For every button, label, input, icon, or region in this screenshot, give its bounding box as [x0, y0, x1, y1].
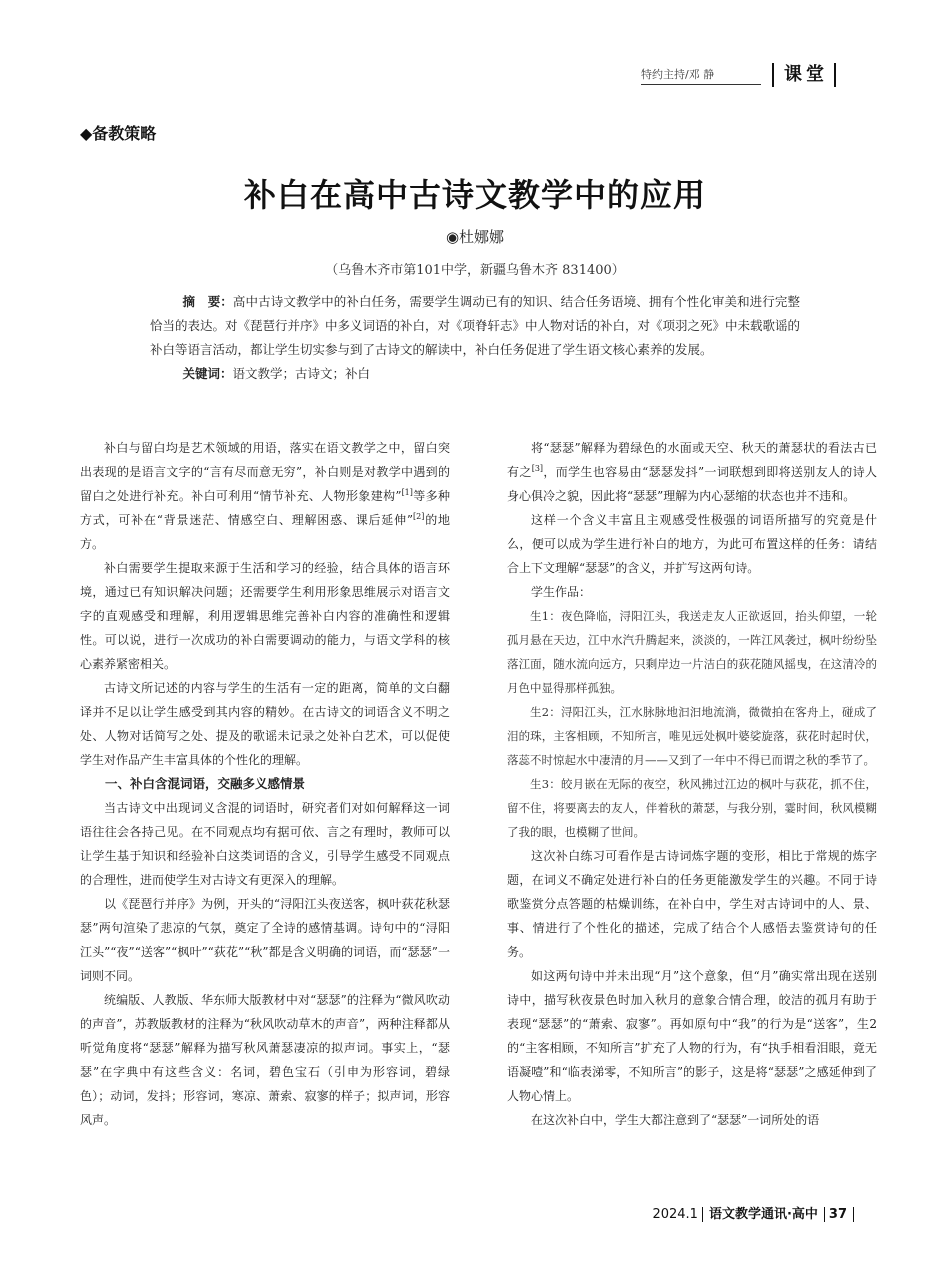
paragraph-text: 补白与留白均是艺术领域的用语，落实在语文教学之中，留白突出表现的是语言文字的“言有尽而意无穷”，补白则是对教学中遇到的留白之处进行补充。补白可利用“情节补充、人物形象建构”	[80, 441, 450, 503]
paragraph-text: 将“瑟瑟”解释为碧绿色的水面或天空、秋天的萧瑟状的看法古已有之	[507, 441, 877, 479]
body-paragraph	[80, 436, 450, 556]
journal-name: 语文教学通讯·高中	[702, 1207, 825, 1222]
keywords-paragraph	[150, 362, 800, 386]
keywords-text: 语文教学；古诗文；补白	[232, 366, 371, 381]
body-paragraph: 在这次补白中，学生大都注意到了“瑟瑟”一词所处的语	[531, 1113, 820, 1127]
body-paragraph	[507, 436, 877, 508]
abstract-block	[150, 290, 800, 386]
section-tag: ◆备教策略	[80, 124, 157, 143]
section-heading: 一、补白含混词语，交融多义感情景	[105, 776, 306, 791]
body-paragraph: 如这两句诗中并未出现“月”这个意象，但“月”确实常出现在送别诗中，描写秋夜景色时加入秋月的意象合情合理，皎洁的孤月有助于表现“瑟瑟”的“萧索、寂寥”。再如原句中“我”的行为是“送客”，生2的“主客相顾，不知所言”扩充了人物的行为，有“执手相看泪眼，竟无语凝噎”和“临表涕零，不知所言”的影子，这是将“瑟瑟”之感延伸到了人物心情上。	[507, 969, 877, 1103]
citation-ref: [3]	[531, 464, 544, 473]
issue-number: 2024.1	[652, 1207, 698, 1222]
citation-ref: [1]	[401, 488, 413, 497]
body-paragraph: 统编版、人教版、华东师大版教材中对“瑟瑟”的注释为“微风吹动的声音”，苏教版教材的注释为“秋风吹动草木的声音”，两种注释都从听觉角度将“瑟瑟”解释为描写秋风萧瑟凄凉的拟声词。事实上，“瑟瑟”在字典中有这些含义：名词，碧色宝石（引申为形容词，碧绿色）；动词，发抖；形容词，寒凉、萧索、寂寥的样子；拟声词，形容风声。	[80, 993, 450, 1127]
body-paragraph: 这样一个含义丰富且主观感受性极强的词语所描写的究竟是什么，便可以成为学生进行补白的地方，为此可布置这样的任务：请结合上下文理解“瑟瑟”的含义，并扩写这两句诗。	[507, 513, 877, 575]
body-paragraph: 补白需要学生提取来源于生活和学习的经验，结合具体的语言环境，通过已有知识解决问题；还需要学生利用形象思维展示对语言文字的直观感受和理解，利用逻辑思维完善补白内容的准确性和逻辑性。可以说，进行一次成功的补白需要调动的能力，与语文学科的核心素养紧密相关。	[80, 561, 450, 671]
article-title: 补白在高中古诗文教学中的应用	[243, 176, 706, 214]
column-section-label: 课堂	[772, 63, 836, 87]
paragraph-text: 的地方。	[80, 513, 450, 551]
body-column-left	[80, 436, 450, 1132]
paragraph-text: ，而学生也容易由“瑟瑟发抖”一词联想到即将送别友人的诗人身心俱冷之貌，因此将“瑟瑟”理解为内心瑟缩的状态也并不违和。	[507, 465, 877, 503]
page-footer	[652, 1203, 854, 1222]
student-work-3: 生3：皎月嵌在无际的夜空，秋风拂过江边的枫叶与荻花，抓不住，留不住，将要离去的友人，伴着秋的萧瑟，与我分别，霎时间，秋风模糊了我的眼，也模糊了世间。	[507, 777, 877, 839]
student-work-1: 生1：夜色降临，浔阳江头，我送走友人正欲返回，抬头仰望，一轮孤月悬在天边，江中水汽升腾起来，淡淡的，一阵江风袭过，枫叶纷纷坠落江面，随水流向远方，只剩岸边一片洁白的荻花随风摇曳，在这清冷的月色中显得那样孤独。	[507, 609, 877, 695]
body-paragraph: 以《琵琶行并序》为例，开头的“浔阳江头夜送客，枫叶荻花秋瑟瑟”两句渲染了悲凉的气氛，奠定了全诗的感情基调。诗句中的“浔阳江头”“夜”“送客”“枫叶”“荻花”“秋”都是含义明确的词语，而“瑟瑟”一词则不同。	[80, 897, 450, 983]
paragraph-text: 等多种方式，可补在“背景迷茫、情感空白、理解困惑、课后延伸”	[80, 489, 450, 527]
page-number: 37	[829, 1207, 854, 1222]
keywords-label: 关键词：	[182, 366, 233, 381]
abstract-label: 摘 要：	[182, 294, 233, 309]
citation-ref: [2]	[413, 512, 425, 521]
body-paragraph: 古诗文所记述的内容与学生的生活有一定的距离，简单的文白翻译并不足以让学生感受到其内容的精妙。在古诗文的词语含义不明之处、人物对话简写之处、提及的歌谣未记录之处补白艺术，可以促使学生对作品产生丰富具体的个性化的理解。	[80, 681, 450, 767]
author-affiliation: （乌鲁木齐市第101中学，新疆乌鲁木齐 831400）	[325, 263, 625, 278]
guest-host-credit: 特约主持/邓 静	[641, 66, 761, 85]
author-name: ◉杜娜娜	[445, 228, 505, 246]
abstract-paragraph	[150, 290, 800, 362]
body-column-right	[507, 436, 877, 1132]
body-paragraph: 这次补白练习可看作是古诗词炼字题的变形，相比于常规的炼字题，在词义不确定处进行补白的任务更能激发学生的兴趣。不同于诗歌鉴赏分点答题的枯燥训练，在补白中，学生对古诗词中的人、景、事、情进行了个性化的描述，完成了结合个人感悟去鉴赏诗句的任务。	[507, 849, 877, 959]
abstract-text: 高中古诗文教学中的补白任务，需要学生调动已有的知识、结合任务语境、拥有个性化审美和进行完整恰当的表达。对《琵琶行并序》中多义词语的补白，对《项脊轩志》中人物对话的补白，对《项羽之死》中未载歌谣的补白等语言活动，都让学生切实参与到了古诗文的解读中，补白任务促进了学生语文核心素养的发展。	[150, 294, 801, 357]
student-work-2: 生2：浔阳江头，江水脉脉地汩汩地流淌，微微拍在客舟上，碰成了泪的珠，主客相顾，不知所言，唯见远处枫叶婆娑旋落，荻花时起时伏，落蕊不时惊起水中凄清的月——又到了一年中不得已而谓之秋的季节了。	[507, 705, 877, 767]
body-paragraph: 当古诗文中出现词义含混的词语时，研究者们对如何解释这一词语往往会各持己见。在不同观点均有据可依、言之有理时，教师可以让学生基于知识和经验补白这类词语的含义，引导学生感受不同观点的合理性，进而使学生对古诗文有更深入的理解。	[80, 801, 450, 887]
body-paragraph: 学生作品：	[531, 585, 592, 599]
